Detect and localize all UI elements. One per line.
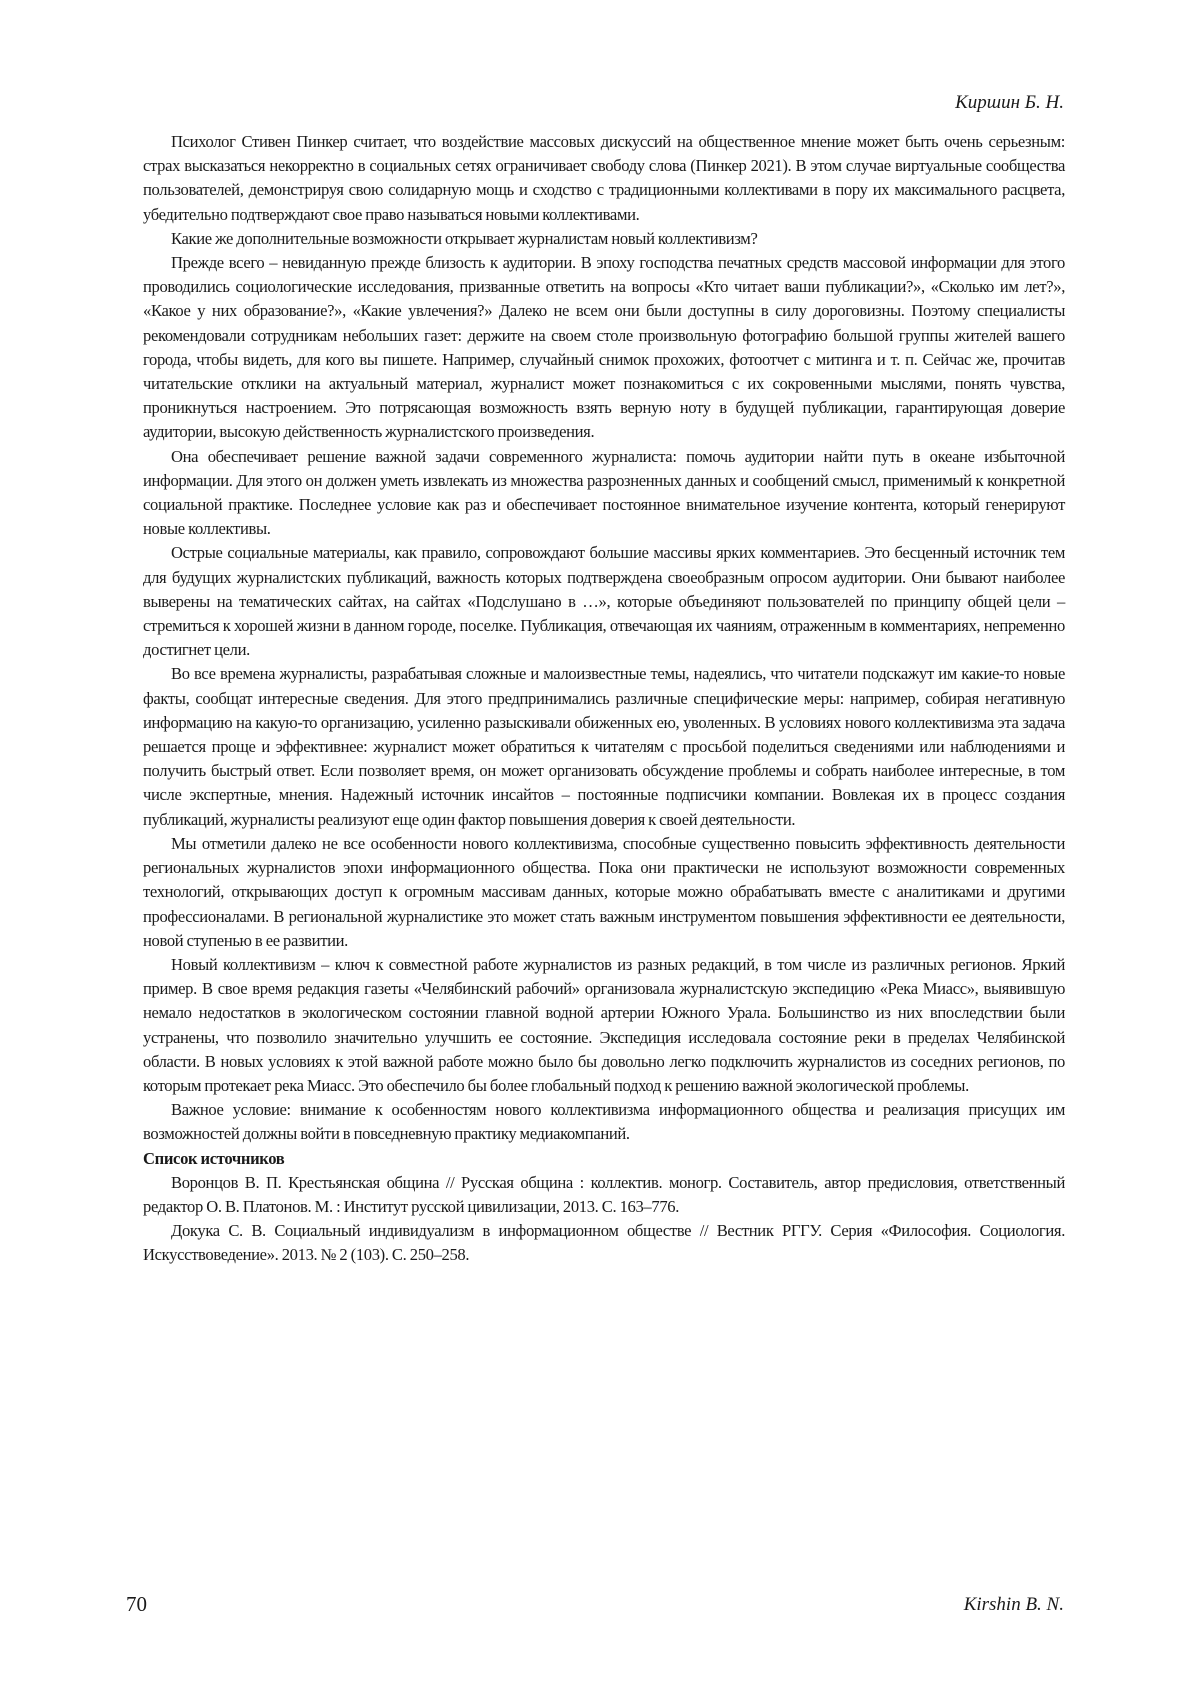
paragraph: Важное условие: внимание к особенностям нового коллективизма информационного общества и реализация присущих им возможностей должны войти в повседневную практику медиакомпаний. xyxy=(143,1100,1065,1144)
paragraph: Прежде всего – невиданную прежде близость к аудитории. В эпоху господства печатных средств массовой информации для этого проводились социологические исследования, призванные ответить на вопросы «Кто читает ваши публикации?», «Сколько им лет?», «Какое у них образование?», «Какие увлечения?» Далеко не всем они были доступны в силу дороговизны. Поэтому специалисты рекомендовали сотрудникам небольших газет: держите на своем столе произвольную фотографию большой группы жителей вашего города, чтобы видеть, для кого вы пишете. Например, случайный снимок прохожих, фотоотчет с митинга и т. п. Сейчас же, прочитав читательские отклики на актуальный материал, журналист может познакомиться с их сокровенными мыслями, понять чувства, проникнуться настроением. Это потрясающая возможность взять верную ноту в будущей публикации, гарантирующая доверие аудитории, высокую действенность журналистского произведения. xyxy=(143,253,1065,442)
footer-author: Kirshin B. N. xyxy=(963,1594,1064,1615)
reference-item: Докука С. В. Социальный индивидуализм в информационном обществе // Вестник РГГУ. Серия «Философия. Социология. Искусствоведение». 2013. № 2 (103). С. 250–258. xyxy=(143,1221,1065,1265)
paragraph: Психолог Стивен Пинкер считает, что воздействие массовых дискуссий на общественное мнение может быть очень серьезным: страх высказаться некорректно в социальных сетях ограничивает свободу слова (Пинкер 2021). В этом случае виртуальные сообщества пользователей, демонстрируя свою солидарную мощь и сходство с традиционными коллективами в пору их максимального расцвета, убедительно подтверждают свое право называться новыми коллективами. xyxy=(143,132,1065,224)
paragraph: Какие же дополнительные возможности открывает журналистам новый коллективизм? xyxy=(171,228,758,248)
references-heading: Список источников xyxy=(143,1148,285,1168)
reference-item: Воронцов В. П. Крестьянская община // Русская община : коллектив. моногр. Составитель, автор предисловия, ответственный редактор О. В. Платонов. М. : Институт русской цивилизации, 2013. С. 163–776. xyxy=(143,1172,1065,1216)
paragraph: Новый коллективизм – ключ к совместной работе журналистов из разных редакций, в том числе из различных регионов. Яркий пример. В свое время редакция газеты «Челябинский рабочий» организовала журналистскую экспедицию «Река Миасс», выявившую немало недостатков в экологическом состоянии главной водной артерии Южного Урала. Большинство из них впоследствии были устранены, что позволило значительно улучшить ее состояние. Экспедиция исследовала состояние реки в пределах Челябинской области. В новых условиях к этой важной работе можно было бы довольно легко подключить журналистов из соседних регионов, по которым протекает река Миасс. Это обеспечило бы более глобальный подход к решению важной экологической проблемы. xyxy=(143,954,1065,1095)
running-head-author: Киршин Б. Н. xyxy=(955,92,1064,113)
page-number: 70 xyxy=(126,1592,147,1616)
paragraph: Во все времена журналисты, разрабатывая сложные и малоизвестные темы, надеялись, что читатели подскажут им какие-то новые факты, сообщат интересные сведения. Для этого предпринимались различные специфические меры: например, собирая негативную информацию на какую-то организацию, усиленно разыскивали обиженных ею, уволенных. В условиях нового коллективизма эта задача решается проще и эффективнее: журналист может обратиться к читателям с просьбой поделиться сведениями или наблюдениями и получить быстрый ответ. Если позволяет время, он может организовать обсуждение проблемы и собрать наиболее интересные, в том числе экспертные, мнения. Надежный источник инсайтов – постоянные подписчики компании. Вовлекая их в процесс создания публикаций, журналисты реализуют еще один фактор повышения доверия к своей деятельности. xyxy=(143,664,1065,829)
paragraph: Острые социальные материалы, как правило, сопровождают большие массивы ярких комментариев. Это бесценный источник тем для будущих журналистских публикаций, важность которых подтверждена своеобразным опросом аудитории. Они бывают наиболее выверены на тематических сайтах, на сайтах «Подслушано в …», которые объединяют пользователей по принципу общей цели – стремиться к хорошей жизни в данном городе, поселке. Публикация, отвечающая их чаяниям, отраженным в комментариях, непременно достигнет цели. xyxy=(143,543,1065,660)
paragraph: Мы отметили далеко не все особенности нового коллективизма, способные существенно повысить эффективность деятельности региональных журналистов эпохи информационного общества. Пока они практически не используют возможности современных технологий, открывающих доступ к огромным массивам данных, которые можно обрабатывать вместе с аналитиками и другими профессионалами. В региональной журналистике это может стать важным инструментом повышения эффективности ее деятельности, новой ступенью в ее развитии. xyxy=(143,833,1065,950)
paragraph: Она обеспечивает решение важной задачи современного журналиста: помочь аудитории найти путь в океане избыточной информации. Для этого он должен уметь извлекать из множества разрозненных данных и сообщений смысл, применимый к конкретной социальной практике. Последнее условие как раз и обеспечивает постоянное внимательное изучение контента, который генерируют новые коллективы. xyxy=(143,446,1065,539)
article-body xyxy=(143,130,1065,1268)
